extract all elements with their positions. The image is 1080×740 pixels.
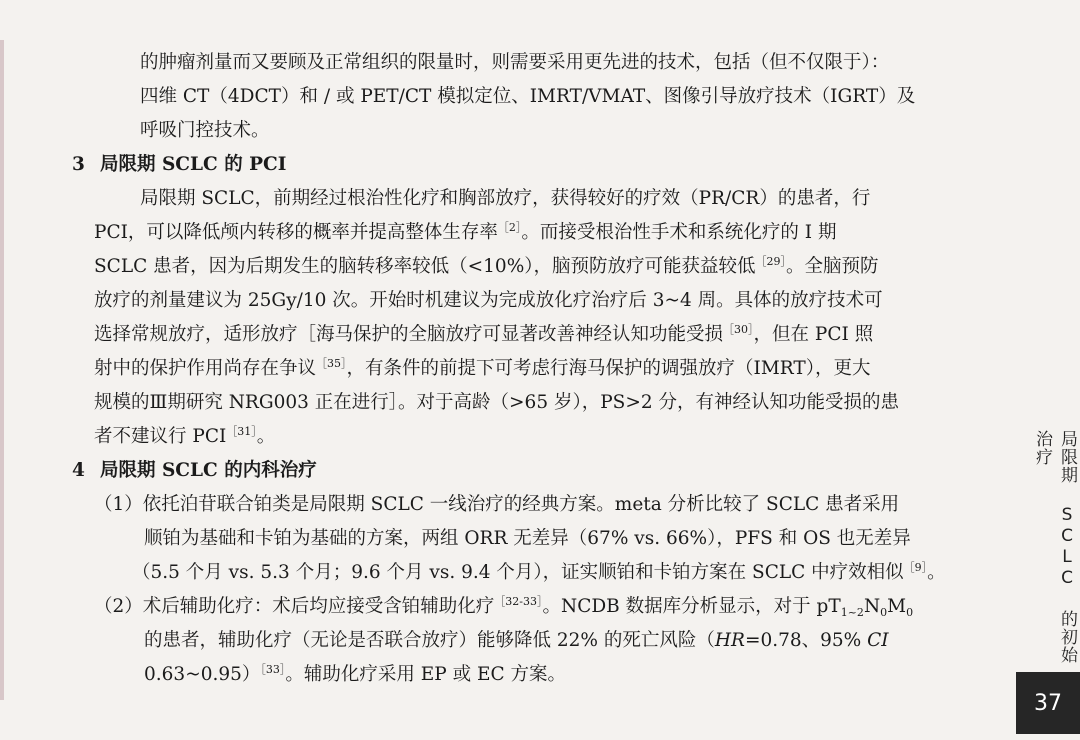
list-item-1: （1）依托泊苷联合铂类是局限期 SCLC 一线治疗的经典方案。meta 分析比较了 SCLC 患者采用 [94,494,900,515]
text-line: 放疗的剂量建议为 25Gy/10 次。开始时机建议为完成放化疗治疗后 3~4 周。具体的放疗技术可 [94,290,883,311]
page-body [72,46,1007,692]
text-line: PCI，可以降低颅内转移的概率并提高整体生存率$^{[2]}$。而接受根治性手术和系统化疗的 Ⅰ 期 [94,221,837,243]
text-line: 呼吸门控技术。 [140,120,270,141]
citation: ［29］ [755,255,787,268]
text-line: 射中的保护作用尚存在争议$^{[35]}$，有条件的前提下可考虑行海马保护的调强放疗（IMRT），更大 [94,357,871,379]
citation: ［35］ [316,357,347,370]
chapter-sidebar-label: 局限期 SCLC 的初始治疗 [1032,430,1077,664]
citation: ［31］ [226,425,257,438]
page-number: 37 [1016,672,1080,734]
citation: ［33］ [260,663,286,676]
section-title: 局限期 SCLC 的 PCI [100,154,287,175]
citation: ［30］ [723,323,754,336]
text-line: 规模的Ⅲ期研究 NRG003 正在进行］。对于高龄（>65 岁），PS>2 分，有神经认知功能受损的患 [94,392,900,413]
list-item-2: （2）术后辅助化疗：术后均应接受含铂辅助化疗$^{[32-33]}$。NCDB 数据库分析显示，对于 $pT_{1\sim 2}N_0M_0$ [94,595,914,619]
text-line: 0.63~0.95）$^{[33]}$。辅助化疗采用 EP 或 EC 方案。 [144,663,567,685]
page-edge [0,40,4,700]
section-heading-3 [72,148,1007,182]
text-line: 四维 CT（4DCT）和 / 或 PET/CT 模拟定位、IMRT/VMAT、图像引导放疗技术（IGRT）及 [140,86,916,107]
text-line: SCLC 患者，因为后期发生的脑转移率较低（<10%），脑预防放疗可能获益较低$^{[29]}$。全脑预防 [94,255,879,277]
citation: ［32-33］ [494,595,543,608]
text-line: 的肿瘤剂量而又要顾及正常组织的限量时，则需要采用更先进的技术，包括（但不仅限于）： [140,52,890,73]
section-heading-4 [72,454,1007,488]
text-line: 局限期 SCLC，前期经过根治性化疗和胸部放疗，获得较好的疗效（PR/CR）的患者，行 [140,188,871,209]
text-line: 顺铂为基础和卡铂为基础的方案，两组 ORR 无差异（67% vs. 66%），PFS 和 OS 也无差异 [144,528,911,549]
citation: ［2］ [497,221,522,234]
text-line: 者不建议行 $PCI^{[31]}$。 [94,425,276,447]
text-line: （5.5 个月 vs. 5.3 个月；9.6 个月 vs. 9.4 个月），证实顺铂和卡铂方案在 SCLC 中疗效相似$^{[9]}$。 [132,561,946,583]
section-number: 3 [72,154,85,175]
section-title: 局限期 SCLC 的内科治疗 [100,460,317,481]
section-number: 4 [72,460,85,481]
citation: ［9］ [903,561,928,574]
text-line: 选择常规放疗，适形放疗［海马保护的全脑放疗可显著改善神经认知功能受损$^{[30]}$，但在 PCI 照 [94,323,874,345]
text-line: 的患者，辅助化疗（无论是否联合放疗）能够降低 22% 的死亡风险（HR=0.78、95% CI [144,630,889,651]
